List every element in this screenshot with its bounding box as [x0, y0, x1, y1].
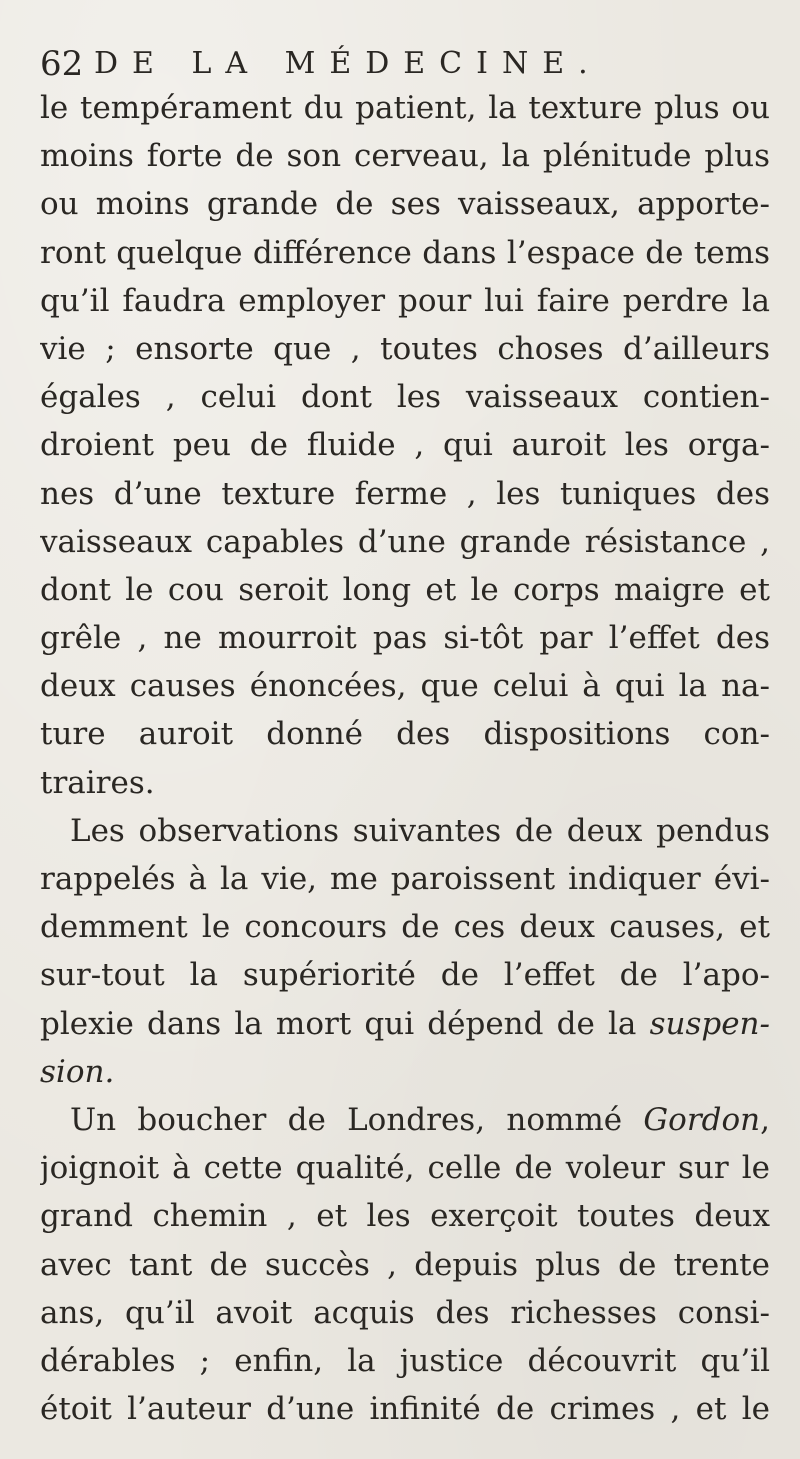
- body-text: [40, 84, 770, 1433]
- text-segment: Un boucher de Londres, nommé: [70, 1101, 623, 1138]
- text-line: deux causes énoncées, que celui à qui la na-: [40, 668, 770, 705]
- text-line: avec tant de succès , depuis plus de trente: [40, 1246, 770, 1283]
- page-number: 62: [40, 44, 84, 84]
- text-line: qu’il faudra employer pour lui faire perdre la: [40, 282, 770, 319]
- text-line: grêle , ne mourroit pas si-tôt par l’effet des: [40, 620, 770, 657]
- italic-word-suspension: suspen-: [649, 1005, 770, 1042]
- text-line-italic: [40, 1048, 770, 1096]
- text-segment: ,: [760, 1101, 770, 1138]
- running-head: DE LA MÉDECINE.: [94, 46, 602, 81]
- text-line: ans, qu’il avoit acquis des richesses consi-: [40, 1294, 770, 1331]
- text-line: ture auroit donné des dispositions con-: [40, 716, 770, 753]
- text-segment: plexie dans la mort qui dépend de la: [40, 1005, 637, 1042]
- text-line: dont le cou seroit long et le corps maigre et: [40, 571, 770, 608]
- text-line: étoit l’auteur d’une infinité de crimes , et le: [40, 1391, 770, 1428]
- text-line: rappelés à la vie, me paroissent indiquer évi-: [40, 861, 770, 897]
- text-line: droient peu de fluide , qui auroit les orga-: [40, 427, 770, 464]
- text-line: grand chemin , et les exerçoit toutes deux: [40, 1198, 770, 1235]
- text-line: ront quelque différence dans l’espace de tems: [40, 234, 770, 271]
- text-line: nes d’une texture ferme , les tuniques des: [40, 475, 770, 512]
- italic-word-suspension-end: sion.: [40, 1053, 115, 1090]
- text-line: moins forte de son cerveau, la plénitude plus: [40, 138, 770, 175]
- text-line-with-italic: [40, 1000, 770, 1048]
- text-line: vie ; ensorte que , toutes choses d’ailleurs: [40, 330, 770, 367]
- page-header: [40, 44, 760, 84]
- text-line: vaisseaux capables d’une grande résistance ,: [40, 523, 770, 560]
- text-line-with-italic: [40, 1096, 770, 1144]
- text-line: Les observations suivantes de deux pendus: [70, 812, 770, 849]
- italic-name-gordon: Gordon: [643, 1101, 761, 1138]
- text-line: ou moins grande de ses vaisseaux, apporte-: [40, 186, 770, 223]
- text-line: joignoit à cette qualité, celle de voleur sur le: [40, 1150, 770, 1187]
- text-line: le tempérament du patient, la texture plus ou: [40, 90, 770, 126]
- text-line: sur-tout la supériorité de l’effet de l’apo-: [40, 957, 770, 994]
- text-line: demment le concours de ces deux causes, et: [40, 909, 770, 946]
- text-line: dérables ; enfin, la justice découvrit qu’il: [40, 1342, 770, 1379]
- text-line: égales , celui dont les vaisseaux contien-: [40, 379, 770, 416]
- text-line: traires.: [40, 764, 155, 801]
